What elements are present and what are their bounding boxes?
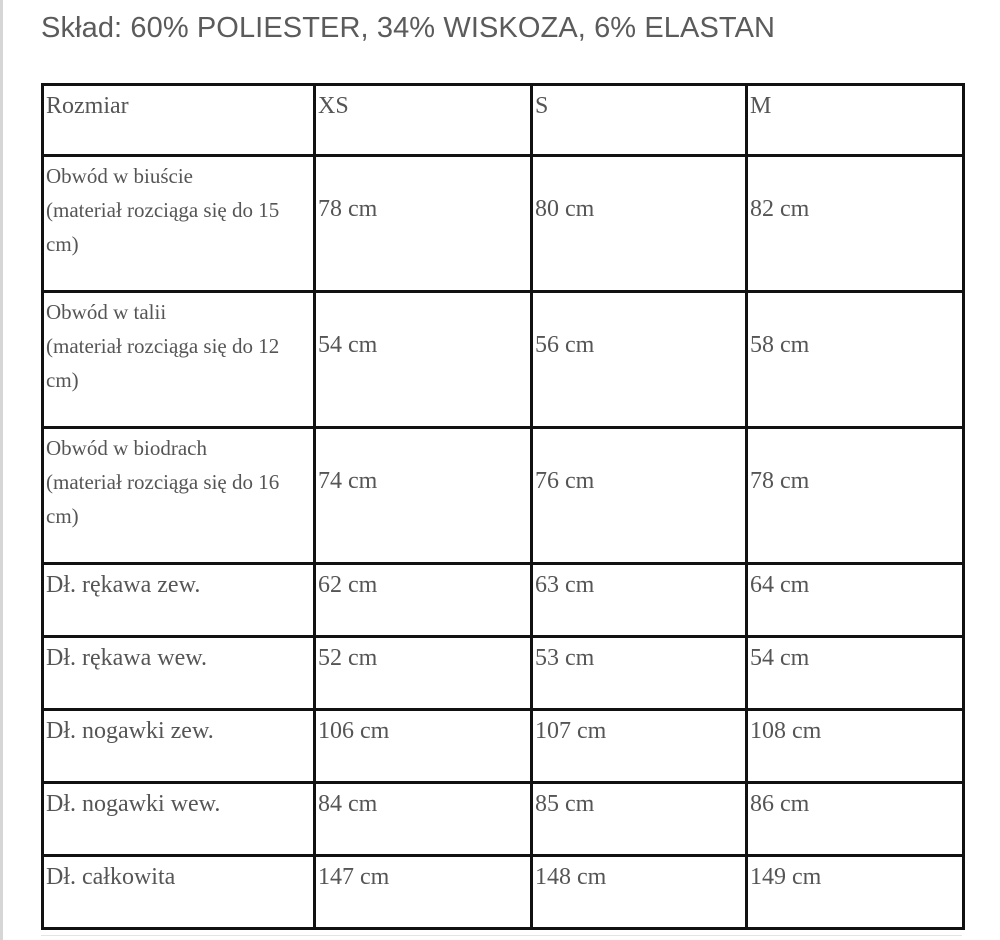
row-label-cell: [43, 428, 315, 564]
row-label: Dł. całkowita: [46, 864, 176, 890]
value-xs: 147 cm: [318, 864, 390, 890]
value-m: 86 cm: [750, 791, 810, 817]
value-cell-xs: [315, 856, 532, 929]
table-row-leg-outer: [43, 710, 964, 783]
row-label-cell: [43, 156, 315, 292]
left-border-divider: [0, 0, 3, 940]
row-label: Dł. rękawa wew.: [46, 645, 208, 671]
table-row-total-length: [43, 856, 964, 929]
value-xs: 84 cm: [318, 791, 378, 817]
value-cell-xs: [315, 783, 532, 856]
value-s: 76 cm: [535, 468, 595, 494]
value-s: 107 cm: [535, 718, 607, 744]
value-cell-s: [532, 292, 747, 428]
row-label-cell: [43, 710, 315, 783]
value-cell-m: [747, 856, 964, 929]
value-xs: 62 cm: [318, 572, 378, 598]
value-cell-xs: [315, 564, 532, 637]
row-label: Dł. nogawki wew.: [46, 791, 221, 817]
row-label-cell: [43, 856, 315, 929]
value-m: 54 cm: [750, 645, 810, 671]
value-s: 56 cm: [535, 332, 595, 358]
table-row-waist: [43, 292, 964, 428]
value-s: 148 cm: [535, 864, 607, 890]
row-label-cell: [43, 564, 315, 637]
value-s: 80 cm: [535, 196, 595, 222]
value-cell-xs: [315, 156, 532, 292]
header-cell-xs: [315, 85, 532, 156]
row-label: Obwód w biuście (materiał rozciąga się do 15 cm): [46, 164, 280, 256]
header-s-label: S: [535, 93, 549, 119]
row-label: Dł. rękawa zew.: [46, 572, 201, 598]
value-m: 108 cm: [750, 718, 822, 744]
row-label-cell: [43, 637, 315, 710]
value-cell-m: [747, 428, 964, 564]
value-s: 85 cm: [535, 791, 595, 817]
value-cell-s: [532, 564, 747, 637]
value-cell-s: [532, 783, 747, 856]
value-xs: 52 cm: [318, 645, 378, 671]
value-cell-m: [747, 564, 964, 637]
value-xs: 54 cm: [318, 332, 378, 358]
row-label: Obwód w talii (materiał rozciąga się do 12 cm): [46, 300, 280, 392]
row-label-cell: [43, 292, 315, 428]
value-cell-m: [747, 156, 964, 292]
table-row-bust: [43, 156, 964, 292]
value-cell-s: [532, 710, 747, 783]
value-m: 149 cm: [750, 864, 822, 890]
value-cell-s: [532, 856, 747, 929]
header-cell-s: [532, 85, 747, 156]
value-m: 78 cm: [750, 468, 810, 494]
value-m: 64 cm: [750, 572, 810, 598]
table-row-sleeve-outer: [43, 564, 964, 637]
value-cell-xs: [315, 292, 532, 428]
value-s: 53 cm: [535, 645, 595, 671]
header-cell-size: [43, 85, 315, 156]
value-cell-xs: [315, 637, 532, 710]
row-label: Dł. nogawki zew.: [46, 718, 214, 744]
row-label-cell: [43, 783, 315, 856]
value-cell-m: [747, 292, 964, 428]
value-xs: 106 cm: [318, 718, 390, 744]
header-size-label: Rozmiar: [46, 93, 129, 119]
fabric-composition: Skład: 60% POLIESTER, 34% WISKOZA, 6% ELASTAN: [41, 12, 776, 44]
table-row-sleeve-inner: [43, 637, 964, 710]
value-cell-m: [747, 637, 964, 710]
value-cell-xs: [315, 428, 532, 564]
row-label: Obwód w biodrach (materiał rozciąga się do 16 cm): [46, 436, 280, 528]
table-row-leg-inner: [43, 783, 964, 856]
value-cell-xs: [315, 710, 532, 783]
bottom-divider: [41, 935, 962, 936]
value-cell-s: [532, 637, 747, 710]
value-cell-m: [747, 783, 964, 856]
header-m-label: M: [750, 93, 772, 119]
table-row-hips: [43, 428, 964, 564]
value-m: 58 cm: [750, 332, 810, 358]
value-s: 63 cm: [535, 572, 595, 598]
value-cell-s: [532, 428, 747, 564]
value-xs: 78 cm: [318, 196, 378, 222]
header-cell-m: [747, 85, 964, 156]
value-cell-s: [532, 156, 747, 292]
header-row: [43, 85, 964, 156]
value-xs: 74 cm: [318, 468, 378, 494]
header-xs-label: XS: [318, 93, 349, 119]
value-m: 82 cm: [750, 196, 810, 222]
size-chart-table: [41, 83, 965, 930]
value-cell-m: [747, 710, 964, 783]
